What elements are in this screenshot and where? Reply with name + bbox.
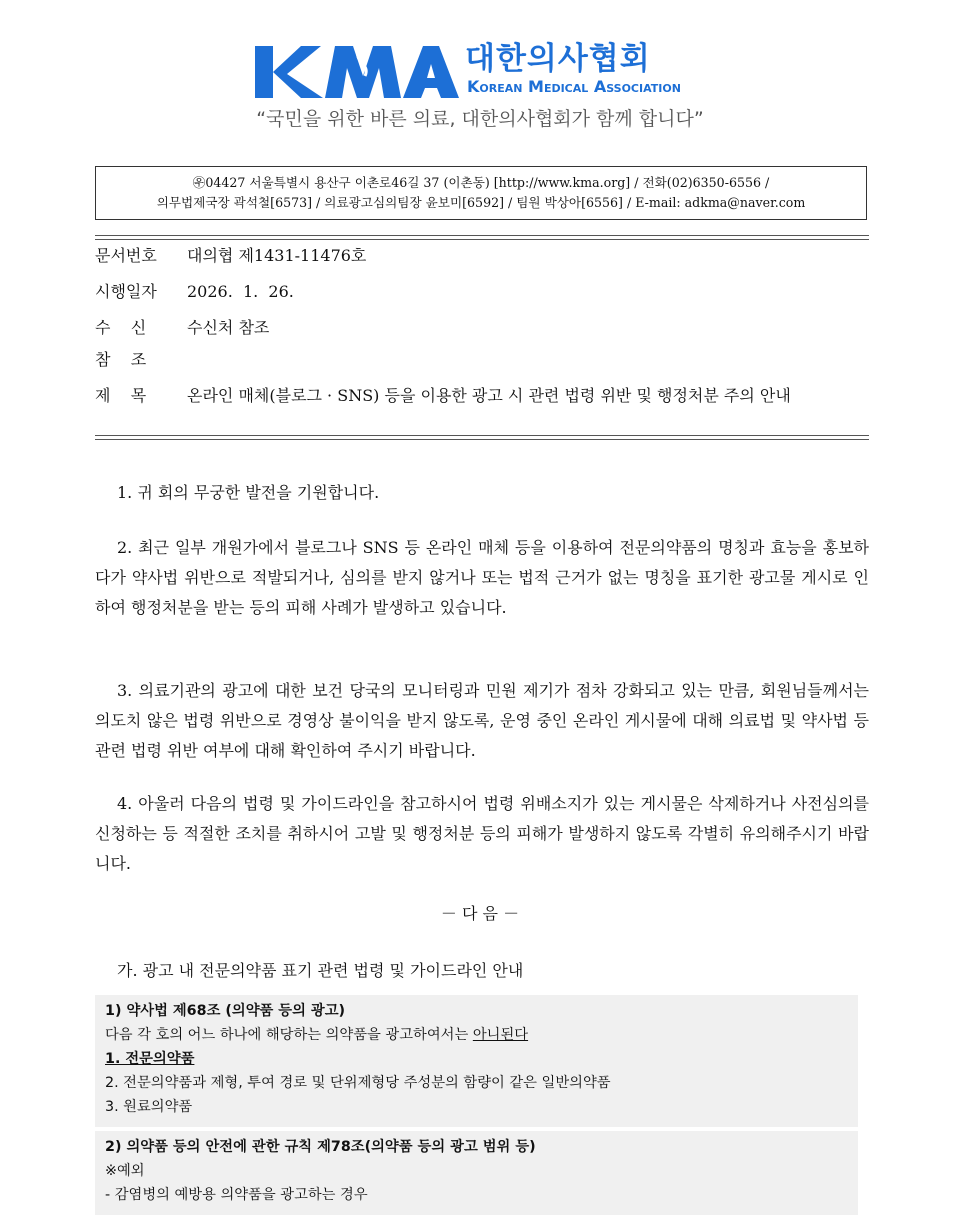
kma-logo [253, 42, 723, 100]
reference-label: 참 조 [95, 350, 147, 369]
section-a-heading: 가. 광고 내 전문의약품 표기 관련 법령 및 가이드라인 안내 [117, 961, 524, 980]
reference-row [95, 347, 187, 373]
date-label: 시행일자 [95, 282, 157, 301]
recipient: 수신처 참조 [187, 318, 270, 337]
doc-number-row [95, 243, 367, 269]
law-1-title: 1) 약사법 제68조 (의약품 등의 광고) [105, 1003, 346, 1019]
contact-line-2: 의무법제국장 곽석철[6573] / 의료광고심의팀장 윤보미[6592] / 팀원 박상아[6556] / E-mail: adkma@naver.com [156, 195, 806, 210]
law-1-item-3: 3. 원료의약품 [105, 1099, 193, 1115]
subject: 온라인 매체(블로그 · SNS) 등을 이용한 광고 시 관련 법령 위반 및 행정처분 주의 안내 [187, 386, 791, 405]
law-2-title: 2) 의약품 등의 안전에 관한 규칙 제78조(의약품 등의 광고 범위 등) [105, 1139, 536, 1155]
paragraph-4-text: 4. 아울러 다음의 법령 및 가이드라인을 참고하시어 법령 위배소지가 있는 게시물은 삭제하거나 사전심의를 신청하는 등 적절한 조치를 취하시어 고발 및 행정처분 등의 피해가 발생하지 않도록 각별히 유의해주시기 바랍니다. [95, 794, 869, 873]
paragraph-1-text: 1. 귀 회의 무궁한 발전을 기원합니다. [117, 483, 380, 502]
law-2-item-1: - 감염병의 예방용 의약품을 광고하는 경우 [105, 1187, 368, 1203]
doc-number-label: 문서번호 [95, 246, 157, 265]
kma-logo-mark [253, 42, 459, 100]
law-1-item-1: 1. 전문의약품 [105, 1051, 195, 1067]
law-1-item-2: 2. 전문의약품과 제형, 투여 경로 및 단위제형당 주성분의 함량이 같은 일반의약품 [105, 1075, 611, 1091]
logo-korean-name: 대한의사협회 [465, 41, 651, 77]
paragraph-3 [95, 676, 869, 766]
law-2-exception: ※예외 [105, 1163, 145, 1179]
subject-row [95, 383, 869, 409]
bottom-divider [95, 435, 869, 440]
law-1-intro-emphasis: 아니된다 [472, 1027, 529, 1043]
subject-label: 제 목 [95, 386, 147, 405]
contact-box [95, 166, 867, 220]
recipient-label: 수 신 [95, 318, 147, 337]
law-box-2 [95, 1131, 858, 1215]
following-heading: － 다 음 － [440, 904, 520, 923]
contact-line-1: ㉾04427 서울특별시 용산구 이촌로46길 37 (이촌동) [http://www.kma.org] / 전화(02)6350-6556 / [192, 175, 770, 190]
date: 2026. 1. 26. [187, 282, 294, 301]
logo-english-name: Korean Medical Association [467, 77, 681, 96]
paragraph-1 [95, 478, 869, 508]
paragraph-4 [95, 789, 869, 879]
paragraph-2 [95, 533, 869, 623]
law-1-intro [105, 1023, 848, 1047]
recipient-row [95, 315, 270, 341]
law-1-intro-text: 다음 각 호의 어느 하나에 해당하는 의약품을 광고하여서는 [105, 1027, 473, 1043]
law-box-1 [95, 995, 858, 1127]
slogan: “국민을 위한 바른 의료, 대한의사협회가 함께 합니다” [256, 108, 704, 130]
paragraph-2-text: 2. 최근 일부 개원가에서 블로그나 SNS 등 온라인 매체 등을 이용하여 전문의약품의 명칭과 효능을 홍보하다가 약사법 위반으로 적발되거나, 심의를 받지 않거나 또는 법적 근거가 없는 명칭을 표기한 광고물 게시로 인하여 행정처분을 받는 등의 피해 사례가 발생하고 있습니다. [95, 538, 869, 617]
doc-number: 대의협 제1431-11476호 [187, 246, 367, 265]
paragraph-3-text: 3. 의료기관의 광고에 대한 보건 당국의 모니터링과 민원 제기가 점차 강화되고 있는 만큼, 회원님들께서는 의도치 않은 법령 위반으로 경영상 불이익을 받지 않도록, 운영 중인 온라인 게시물에 대해 의료법 및 약사법 등 관련 법령 위반 여부에 대해 확인하여 주시기 바랍니다. [95, 681, 869, 760]
top-divider [95, 235, 869, 240]
date-row [95, 279, 294, 305]
